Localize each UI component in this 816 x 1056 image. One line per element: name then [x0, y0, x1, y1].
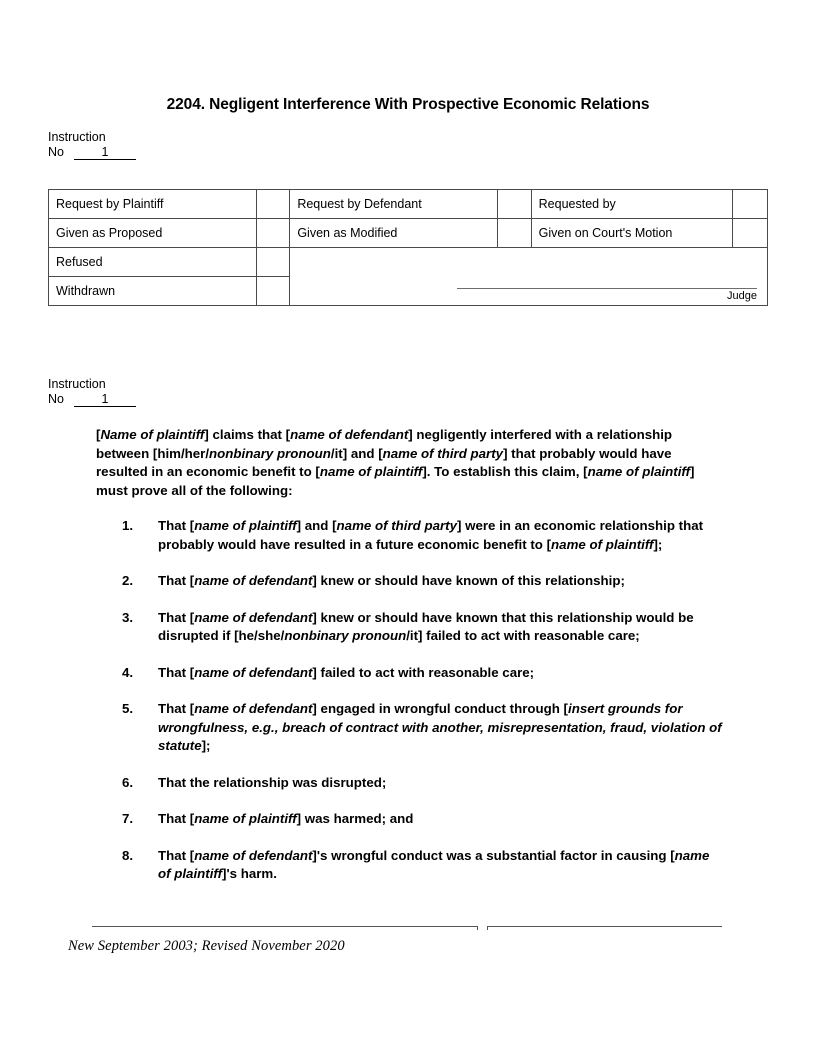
intro-paragraph: [96, 426, 724, 500]
element-item: [0, 847, 722, 884]
element-item: [0, 700, 722, 756]
cell-refused: Refused: [49, 248, 257, 277]
element-number: 2.: [122, 573, 134, 588]
body-text: That [: [158, 811, 195, 826]
body-text: That [: [158, 609, 195, 625]
instruction-label-line1: Instruction: [48, 377, 106, 391]
placeholder-text: name of defendant: [290, 427, 409, 442]
checkbox-given-as-modified[interactable]: [498, 219, 531, 248]
placeholder-text: name of plaintiff: [194, 811, 297, 826]
placeholder-text: name of plaintiff: [194, 518, 297, 533]
body-text: ] claims that [: [204, 427, 291, 442]
body-text: ] failed to act with reasonable care;: [312, 664, 535, 680]
instruction-number-bottom: [48, 377, 136, 407]
body-text: ] that probably would have resulted in an economic benefit to [: [96, 445, 672, 479]
body-text: ] knew or should have known that this relationship would be disrupted if [he/she/: [158, 609, 694, 643]
revision-note: New September 2003; Revised November 2020: [68, 938, 345, 954]
element-item: [0, 572, 722, 591]
judge-signature-area: [290, 248, 768, 306]
table-row: [49, 190, 768, 219]
body-text: That [: [158, 573, 195, 588]
cell-request-by-plaintiff: Request by Plaintiff: [49, 190, 257, 219]
element-number: 3.: [122, 609, 134, 625]
instruction-label-line2: No: [48, 145, 64, 159]
instruction-label-line1: Instruction: [48, 130, 106, 144]
body-text: ];: [201, 738, 211, 753]
table-row: [49, 248, 768, 277]
body-text: That the relationship was disrupted;: [158, 774, 387, 790]
placeholder-text: name of defendant: [194, 609, 313, 625]
checkbox-withdrawn[interactable]: [257, 277, 290, 306]
element-text: [158, 810, 722, 829]
judge-signature-block: [457, 288, 757, 303]
placeholder-text: name of defendant: [194, 664, 313, 680]
checkbox-request-by-defendant[interactable]: [498, 190, 531, 219]
body-text: ] knew or should have known of this relationship;: [312, 573, 625, 588]
placeholder-text: nonbinary pronoun: [209, 445, 331, 461]
element-number: 4.: [122, 664, 134, 680]
placeholder-text: name of plaintiff: [158, 847, 710, 881]
element-text: [158, 700, 722, 756]
element-text: [158, 517, 722, 554]
cell-request-by-defendant: Request by Defendant: [290, 190, 498, 219]
cell-requested-by: Requested by: [531, 190, 732, 219]
body-text: ] were in an economic relationship that probably would have resulted in a future economic benefit to [: [158, 518, 704, 552]
element-number: 6.: [122, 774, 134, 790]
instruction-number-field-bottom[interactable]: 1: [74, 392, 136, 407]
placeholder-text: name of defendant: [194, 847, 313, 863]
body-text: /it] failed to act with reasonable care;: [406, 628, 640, 643]
checkbox-given-as-proposed[interactable]: [257, 219, 290, 248]
body-text: ] negligently interfered with a relationship between [him/her/: [96, 427, 673, 461]
body-text: ]'s harm.: [222, 866, 277, 881]
placeholder-text: name of plaintiff: [587, 464, 691, 479]
judge-label: Judge: [727, 290, 757, 302]
instruction-label-line2: No: [48, 392, 64, 406]
footer-divider: [92, 926, 722, 927]
element-number: 5.: [122, 701, 134, 716]
placeholder-text: nonbinary pronoun: [284, 628, 407, 643]
cell-withdrawn: Withdrawn: [49, 277, 257, 306]
instruction-number-field-top[interactable]: 1: [74, 145, 136, 160]
placeholder-text: name of defendant: [194, 701, 313, 716]
body-text: That [: [158, 664, 195, 680]
placeholder-text: name of plaintiff: [551, 536, 654, 552]
element-number: 7.: [122, 811, 134, 826]
elements-list: [0, 517, 816, 884]
placeholder-text: insert grounds for wrongfulness, e.g., breach of contract with another, misrepresentation, fraud, violation of statute: [158, 701, 722, 753]
cell-given-as-modified: Given as Modified: [290, 219, 498, 248]
body-text: ]. To establish this claim, [: [422, 464, 588, 479]
body-text: ] was harmed; and: [296, 811, 414, 826]
body-text: /it] and [: [330, 445, 383, 461]
element-number: 8.: [122, 847, 134, 863]
body-text: ] must prove all of the following:: [96, 464, 695, 498]
element-number: 1.: [122, 518, 134, 533]
element-item: [0, 609, 722, 646]
element-text: [158, 609, 722, 646]
body-text: ];: [653, 536, 663, 552]
body-text: That [: [158, 518, 195, 533]
body-text: That [: [158, 847, 195, 863]
body-text: That [: [158, 701, 195, 716]
element-text: [158, 572, 722, 591]
instruction-body: [0, 426, 816, 902]
element-text: [158, 847, 722, 884]
body-text: ]'s wrongful conduct was a substantial factor in causing [: [312, 847, 675, 863]
element-item: [0, 517, 722, 554]
cell-given-as-proposed: Given as Proposed: [49, 219, 257, 248]
page-title: 2204. Negligent Interference With Prospective Economic Relations: [166, 96, 650, 113]
instruction-number-top: [48, 130, 136, 160]
instruction-disposition-table: [48, 189, 768, 306]
element-item: [0, 810, 722, 829]
body-text: [: [96, 427, 101, 442]
element-text: [158, 664, 722, 683]
checkbox-refused[interactable]: [257, 248, 290, 277]
placeholder-text: name of third party: [382, 445, 504, 461]
body-text: ] engaged in wrongful conduct through [: [312, 701, 568, 716]
checkbox-request-by-plaintiff[interactable]: [257, 190, 290, 219]
cell-given-on-courts-motion: Given on Court's Motion: [531, 219, 732, 248]
placeholder-text: name of third party: [336, 518, 457, 533]
placeholder-text: name of plaintiff: [319, 464, 423, 479]
checkbox-given-on-courts-motion[interactable]: [732, 219, 767, 248]
footer-divider-gap: [477, 926, 488, 930]
element-text: [158, 774, 722, 793]
element-item: [0, 664, 722, 683]
placeholder-text: name of defendant: [194, 573, 313, 588]
body-text: ] and [: [296, 518, 337, 533]
element-item: [0, 774, 722, 793]
table-row: [49, 219, 768, 248]
checkbox-requested-by[interactable]: [732, 190, 767, 219]
placeholder-text: Name of plaintiff: [100, 427, 205, 442]
